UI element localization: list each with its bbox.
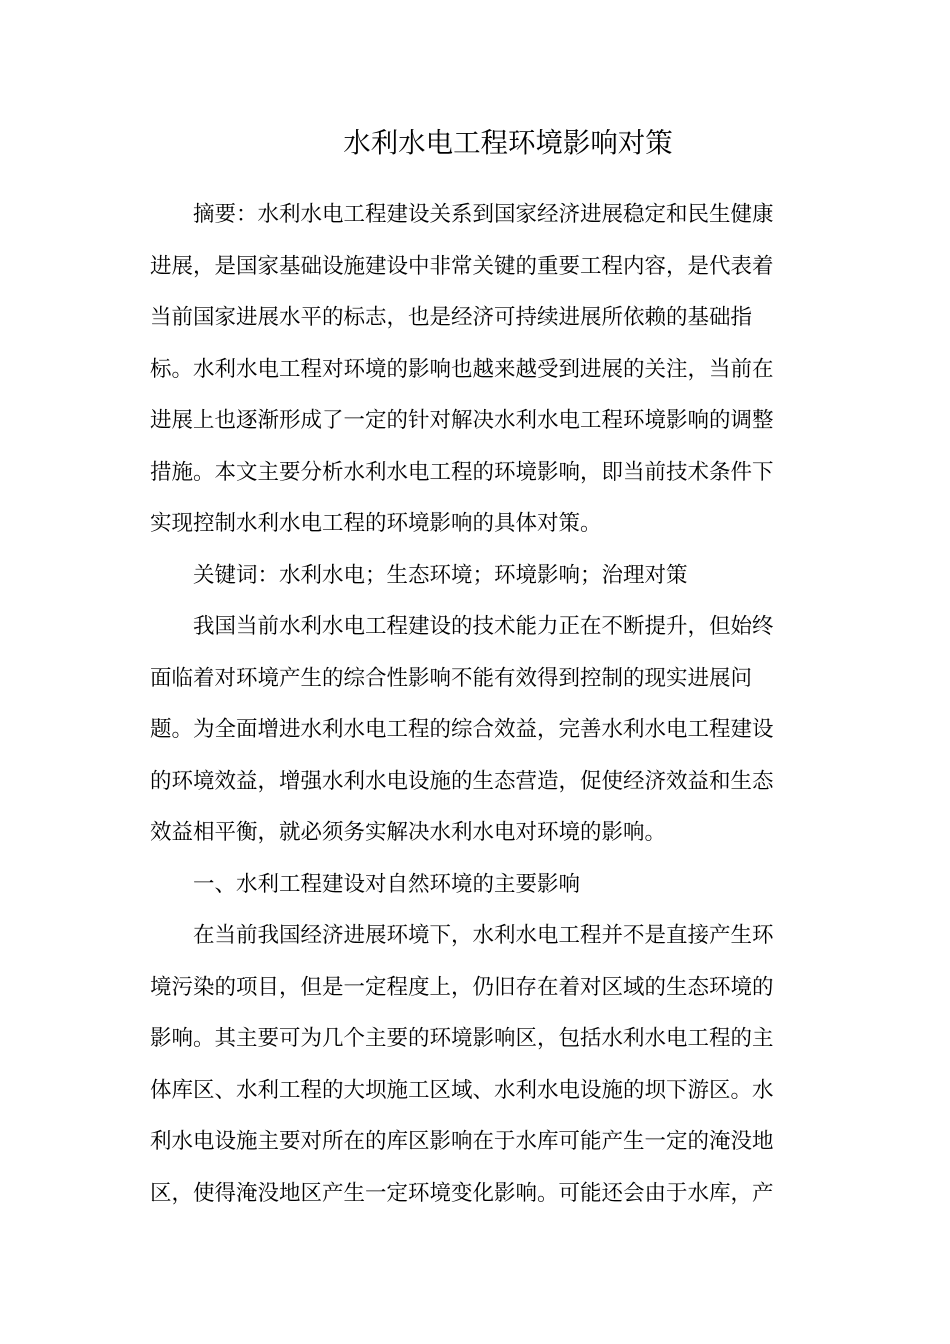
body-line: 利水电设施主要对所在的库区影响在于水库可能产生一定的淹没地 <box>150 1129 774 1154</box>
body-line: 题。为全面增进水利水电工程的综合效益，完善水利水电工程建设 <box>150 717 774 742</box>
abstract-line: 措施。本文主要分析水利水电工程的环境影响，即当前技术条件下 <box>150 460 774 485</box>
body-line: 境污染的项目，但是一定程度上，仍旧存在着对区域的生态环境的 <box>150 975 774 1000</box>
body-line: 体库区、水利工程的大坝施工区域、水利水电设施的坝下游区。水 <box>150 1078 774 1103</box>
abstract-line: 当前国家进展水平的标志，也是经济可持续进展所依赖的基础指 <box>150 305 753 330</box>
document-title: 水利水电工程环境影响对策 <box>343 128 673 159</box>
body-line: 区，使得淹没地区产生一定环境变化影响。可能还会由于水库，产 <box>150 1181 774 1206</box>
abstract-line: 摘要：水利水电工程建设关系到国家经济进展稳定和民生健康 <box>193 202 774 227</box>
body-line: 效益相平衡，就必须务实解决水利水电对环境的影响。 <box>150 820 667 845</box>
body-line: 在当前我国经济进展环境下，水利水电工程并不是直接产生环 <box>193 923 774 948</box>
abstract-line: 实现控制水利水电工程的环境影响的具体对策。 <box>150 511 602 536</box>
body-line: 我国当前水利水电工程建设的技术能力正在不断提升，但始终 <box>193 614 774 639</box>
abstract-line: 标。水利水电工程对环境的影响也越来越受到进展的关注，当前在 <box>150 357 774 382</box>
body-line: 影响。其主要可为几个主要的环境影响区，包括水利水电工程的主 <box>150 1026 774 1051</box>
keywords-line: 关键词：水利水电；生态环境；环境影响；治理对策 <box>193 563 688 588</box>
body-line: 的环境效益，增强水利水电设施的生态营造，促使经济效益和生态 <box>150 769 774 794</box>
body-line: 面临着对环境产生的综合性影响不能有效得到控制的现实进展问 <box>150 666 753 691</box>
abstract-line: 进展，是国家基础设施建设中非常关键的重要工程内容，是代表着 <box>150 254 774 279</box>
abstract-line: 进展上也逐渐形成了一定的针对解决水利水电工程环境影响的调整 <box>150 408 774 433</box>
section-heading: 一、水利工程建设对自然环境的主要影响 <box>193 872 581 897</box>
